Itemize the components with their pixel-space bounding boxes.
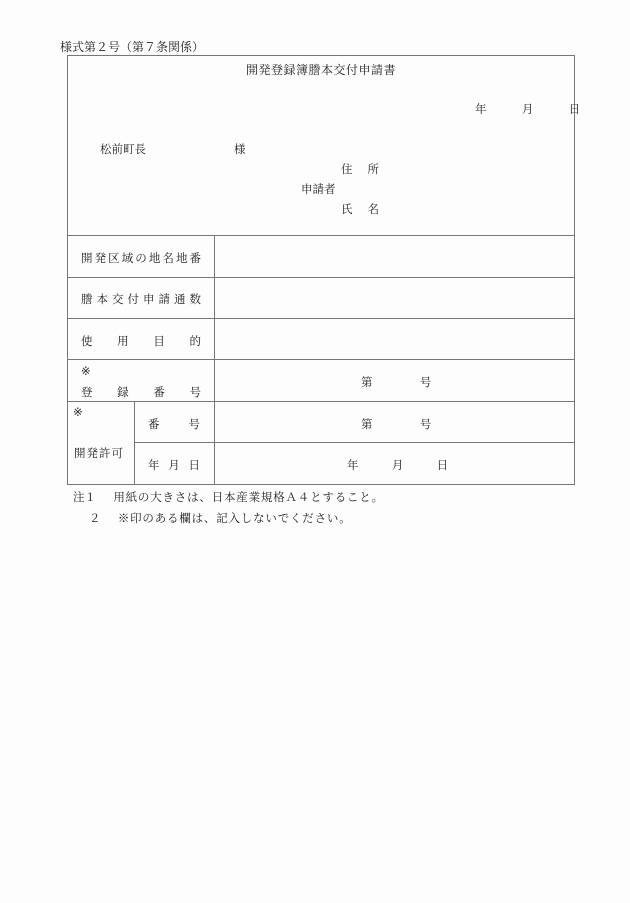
copy-count-field[interactable]: [215, 278, 574, 318]
permit-number-value: 第 号: [361, 417, 432, 431]
note-2: [89, 510, 352, 526]
table-border-bottom: [67, 484, 575, 485]
addressee: 松前町長: [100, 142, 146, 156]
office-use-mark: ※: [81, 364, 91, 378]
divider: [134, 401, 135, 485]
table-border-top: [67, 55, 575, 56]
applicant-label: 申請者: [301, 182, 336, 196]
divider: [134, 442, 575, 443]
divider: [67, 359, 575, 360]
row-label-registration-number: 登 録 番 号: [81, 385, 201, 399]
form-reference: 様式第２号（第７条関係）: [60, 40, 205, 54]
note-number: 注１: [73, 490, 96, 504]
note-text: ※印のある欄は、記入しないでください。: [117, 511, 352, 525]
table-border-right: [574, 55, 575, 485]
date-day: 日: [568, 102, 581, 116]
note-1: [73, 489, 384, 505]
application-date: [475, 101, 580, 117]
purpose-field[interactable]: [215, 319, 574, 359]
date-month: 月: [521, 102, 534, 116]
permit-label: 開発許可: [74, 446, 124, 460]
row-label-development-area: 開 発 区 域 の 地 名 地 番: [81, 251, 201, 265]
name-label: 氏 名: [341, 202, 379, 216]
office-use-mark: ※: [73, 405, 83, 419]
registration-number-value: 第 号: [361, 375, 432, 389]
permit-date-label: 年 月 日: [148, 458, 200, 472]
address-label: 住 所: [341, 162, 379, 176]
row-label-purpose: 使 用 目 的: [81, 334, 201, 348]
divider: [67, 401, 575, 402]
table-border-left: [67, 55, 68, 485]
note-number: ２: [89, 511, 101, 525]
permit-date-value: 年 月 日: [347, 458, 449, 472]
form-title: 開発登録簿謄本交付申請書: [245, 63, 396, 77]
honorific: 様: [234, 142, 246, 156]
note-text: 用紙の大きさは、日本産業規格Ａ４とすること。: [113, 490, 384, 504]
permit-number-label: 番 号: [148, 417, 200, 431]
development-area-field[interactable]: [215, 236, 574, 277]
date-year: 年: [475, 102, 487, 116]
row-label-copy-count: 謄 本 交 付 申 請 通 数: [81, 292, 201, 306]
